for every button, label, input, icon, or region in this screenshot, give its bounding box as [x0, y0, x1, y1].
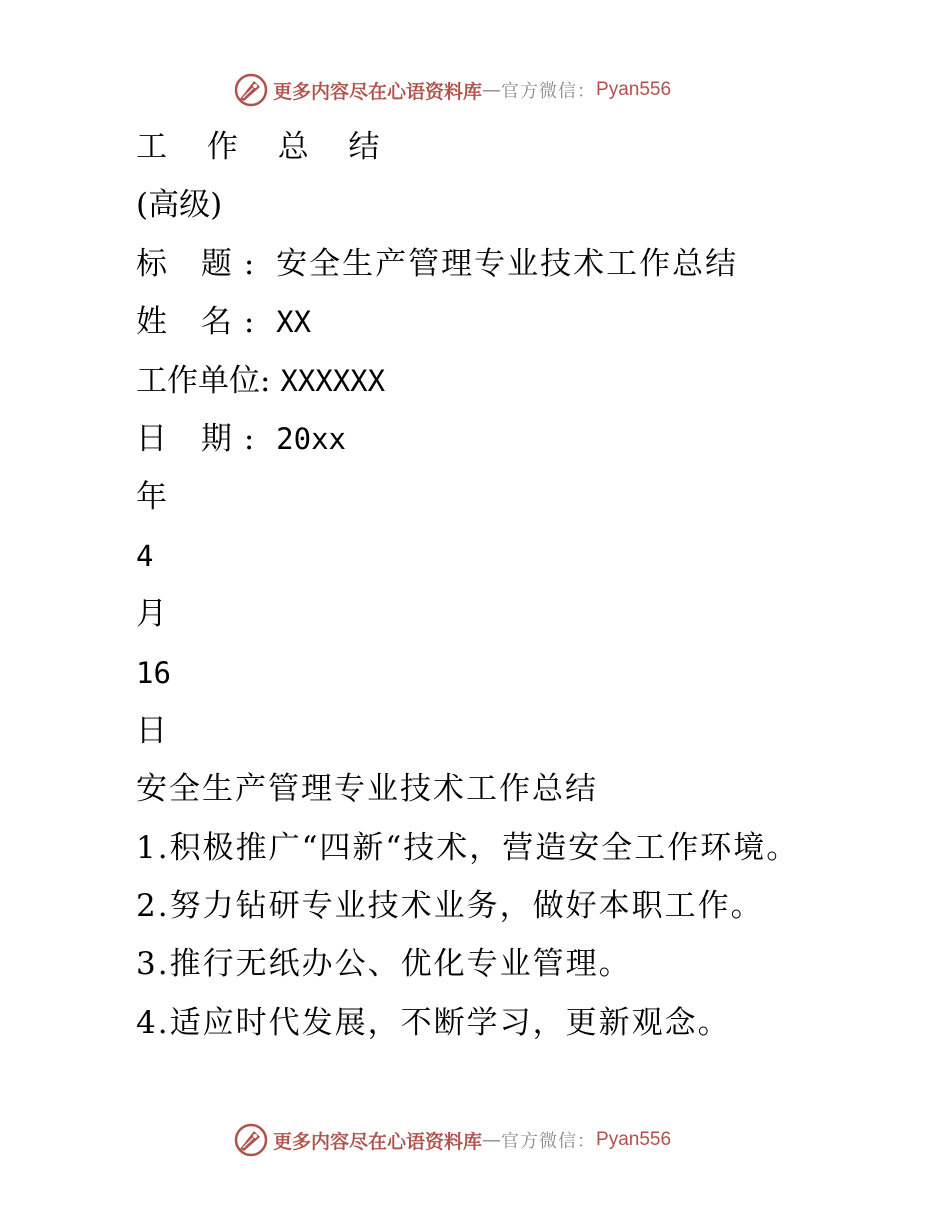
date-day-number: 16 — [136, 655, 171, 690]
date-label: 日 期: — [136, 420, 267, 457]
body-title: 安全生产管理专业技术工作总结 — [136, 771, 598, 808]
watermark-site-text: 更多内容尽在心语资料库 — [273, 80, 483, 103]
watermark-wechat-id: Pyan556 — [596, 1129, 672, 1150]
title-label: 标 题: — [136, 245, 267, 282]
watermark-wechat-label: 官方微信： — [501, 81, 597, 102]
watermark-wechat-label: 官方微信： — [501, 1131, 597, 1152]
watermark-banner-top — [234, 72, 671, 108]
list-item: 3.推行无纸办公、优化专业管理。 — [136, 946, 632, 983]
document-level: (高级) — [136, 187, 223, 224]
watermark-dash: — — [482, 1129, 502, 1151]
name-label: 姓 名: — [136, 304, 267, 341]
list-item: 2.努力钻研专业技术业务，做好本职工作。 — [136, 888, 764, 925]
name-row — [136, 293, 926, 351]
list-item: 4.适应时代发展，不断学习，更新观念。 — [136, 1004, 731, 1041]
watermark-banner-bottom — [234, 1122, 671, 1158]
date-month-number: 4 — [136, 538, 154, 573]
date-value: 20xx — [276, 421, 347, 456]
watermark-wechat-id: Pyan556 — [596, 79, 672, 100]
name-value: XX — [276, 305, 312, 340]
title-row — [136, 235, 926, 293]
unit-label: 工作单位: — [136, 362, 271, 399]
document-heading: 工 作 总 结 — [136, 129, 395, 165]
title-value: 安全生产管理专业技术工作总结 — [276, 245, 739, 282]
date-month: 月 — [136, 596, 167, 633]
watermark-dash: — — [482, 79, 502, 101]
watermark-site-text: 更多内容尽在心语资料库 — [273, 1130, 483, 1153]
document-body — [136, 118, 926, 1052]
date-row — [136, 410, 926, 468]
date-year: 年 — [136, 479, 167, 516]
list-item: 1.积极推广“四新“技术，营造安全工作环境。 — [136, 829, 800, 866]
pen-nib-logo-icon — [234, 73, 268, 107]
unit-value: XXXXXX — [280, 363, 386, 398]
pen-nib-logo-icon — [234, 1123, 268, 1157]
date-day: 日 — [136, 712, 167, 749]
unit-row — [136, 352, 926, 410]
